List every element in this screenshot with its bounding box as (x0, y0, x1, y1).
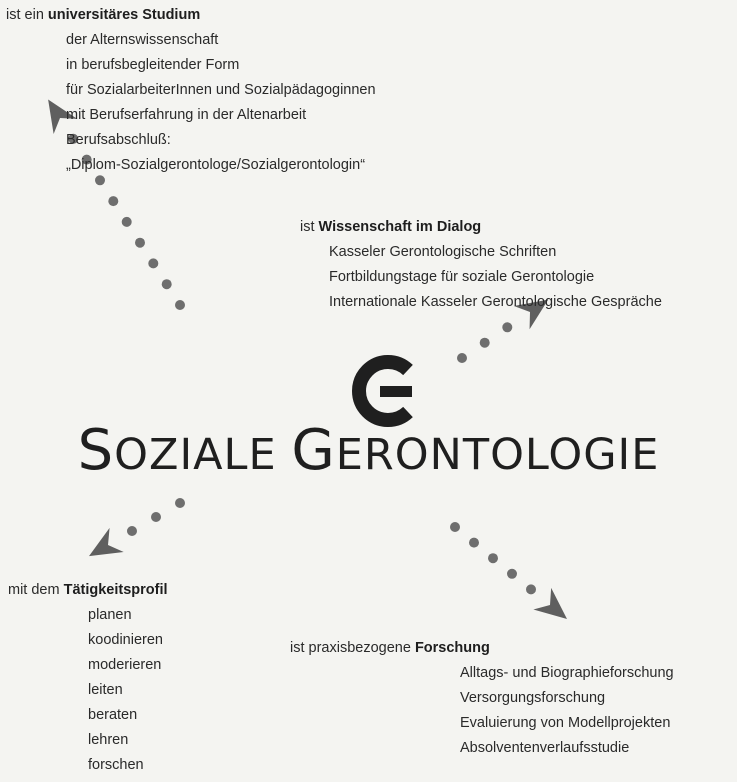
dotted-arrow-bottom-left (89, 498, 185, 556)
arrow-dot (148, 258, 158, 268)
list-item: für SozialarbeiterInnen und Sozialpädagoginnen (66, 82, 376, 98)
arrow-dot (122, 217, 132, 227)
list-item: in berufsbegleitender Form (66, 57, 240, 73)
block-universitaeres-studium (6, 3, 376, 178)
list-item: Evaluierung von Modellprojekten (460, 715, 671, 731)
arrowhead-icon (533, 588, 567, 619)
list-item: beraten (88, 707, 138, 723)
arrow-dot (127, 526, 137, 536)
block-wissenschaft-im-dialog (300, 215, 662, 315)
arrow-dot (135, 238, 145, 248)
arrowhead-icon (89, 528, 124, 556)
arrow-dot (175, 300, 185, 310)
arrow-dot (457, 353, 467, 363)
page-title: SOZIALE GERONTOLOGIE (77, 418, 660, 483)
list-item: der Alternswissenschaft (66, 32, 219, 48)
arrow-dot (162, 279, 172, 289)
list-item: „Diplom-Sozialgerontologe/Sozialgerontologin“ (66, 157, 366, 173)
list-item: leiten (88, 682, 123, 698)
dotted-arrow-bottom-right (450, 522, 567, 619)
block-heading: ist Wissenschaft im Dialog (300, 219, 482, 235)
list-item: Alltags- und Biographieforschung (460, 665, 674, 681)
block-heading: ist praxisbezogene Forschung (290, 640, 490, 656)
list-item: Absolventenverlaufsstudie (460, 740, 630, 756)
list-item: mit Berufserfahrung in der Altenarbeit (66, 107, 307, 123)
arrow-dot (507, 569, 517, 579)
arrow-dot (151, 512, 161, 522)
arrow-dot (488, 553, 498, 563)
list-item: Fortbildungstage für soziale Gerontologie (329, 269, 595, 285)
list-item: lehren (88, 732, 129, 748)
arrow-dot (469, 538, 479, 548)
arrow-dot (502, 322, 512, 332)
list-item: moderieren (88, 657, 162, 673)
arrow-dot (175, 498, 185, 508)
block-heading: mit dem Tätigkeitsprofil (8, 582, 168, 598)
block-taetigkeitsprofil (8, 578, 168, 778)
block-forschung (290, 636, 674, 761)
logo-g-icon (359, 362, 412, 420)
arrow-dot (526, 584, 536, 594)
arrow-dot (450, 522, 460, 532)
list-item: koodinieren (88, 632, 163, 648)
list-item: Versorgungsforschung (460, 690, 606, 706)
list-item: Internationale Kasseler Gerontologische Gespräche (329, 294, 662, 310)
arrow-dot (108, 196, 118, 206)
list-item: Berufsabschluß: (66, 132, 171, 148)
list-item: forschen (88, 757, 144, 773)
list-item: Kasseler Gerontologische Schriften (329, 244, 557, 260)
block-heading: ist ein universitäres Studium (6, 7, 201, 23)
arrow-dot (480, 338, 490, 348)
list-item: planen (88, 607, 132, 623)
